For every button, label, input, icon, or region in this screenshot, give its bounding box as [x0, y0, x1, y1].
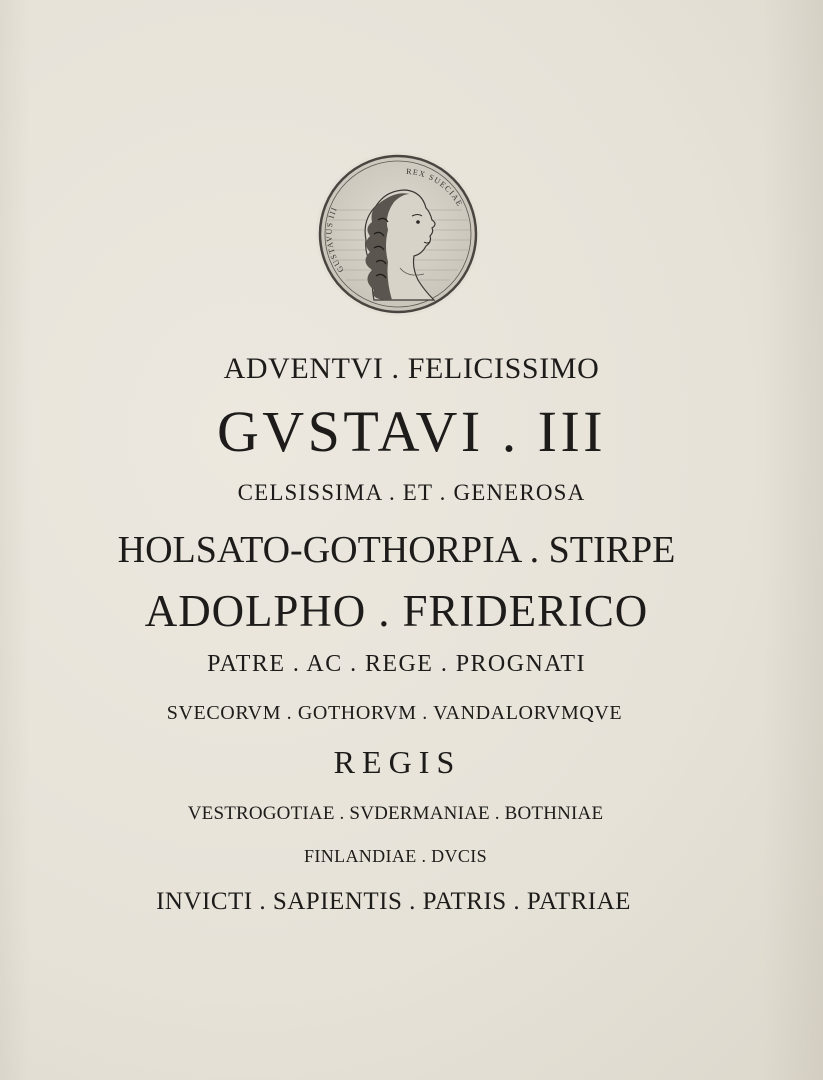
- title-line-invicti: INVICTI . SAPIENTIS . PATRIS . PATRIAE: [156, 888, 631, 915]
- title-line-adolpho: ADOLPHO . FRIDERICO: [144, 586, 649, 636]
- title-line-finlandiae: FINLANDIAE . DVCIS: [304, 846, 487, 866]
- medallion-legend-right: REX SUECIAE: [405, 166, 465, 209]
- title-line-adventui: ADVENTVI . FELICISSIMO: [223, 352, 600, 385]
- title-line-patre: PATRE . AC . REGE . PROGNATI: [207, 651, 586, 677]
- title-line-celsissima: CELSISSIMA . ET . GENEROSA: [237, 480, 586, 505]
- title-line-holsato: HOLSATO-GOTHORPIA . STIRPE: [117, 529, 676, 571]
- title-line-svecorvm: SVECORVM . GOTHORVM . VANDALORVMQVE: [166, 702, 623, 724]
- medallion-legend-left: GUSTAVUS III: [324, 205, 346, 275]
- title-line-regis: REGIS: [333, 744, 462, 780]
- portrait-medallion: [314, 150, 482, 318]
- title-line-gustavi: GVSTAVI . III: [216, 399, 607, 464]
- title-line-vestrogotiae: VESTROGOTIAE . SVDERMANIAE . BOTHNIAE: [187, 803, 604, 824]
